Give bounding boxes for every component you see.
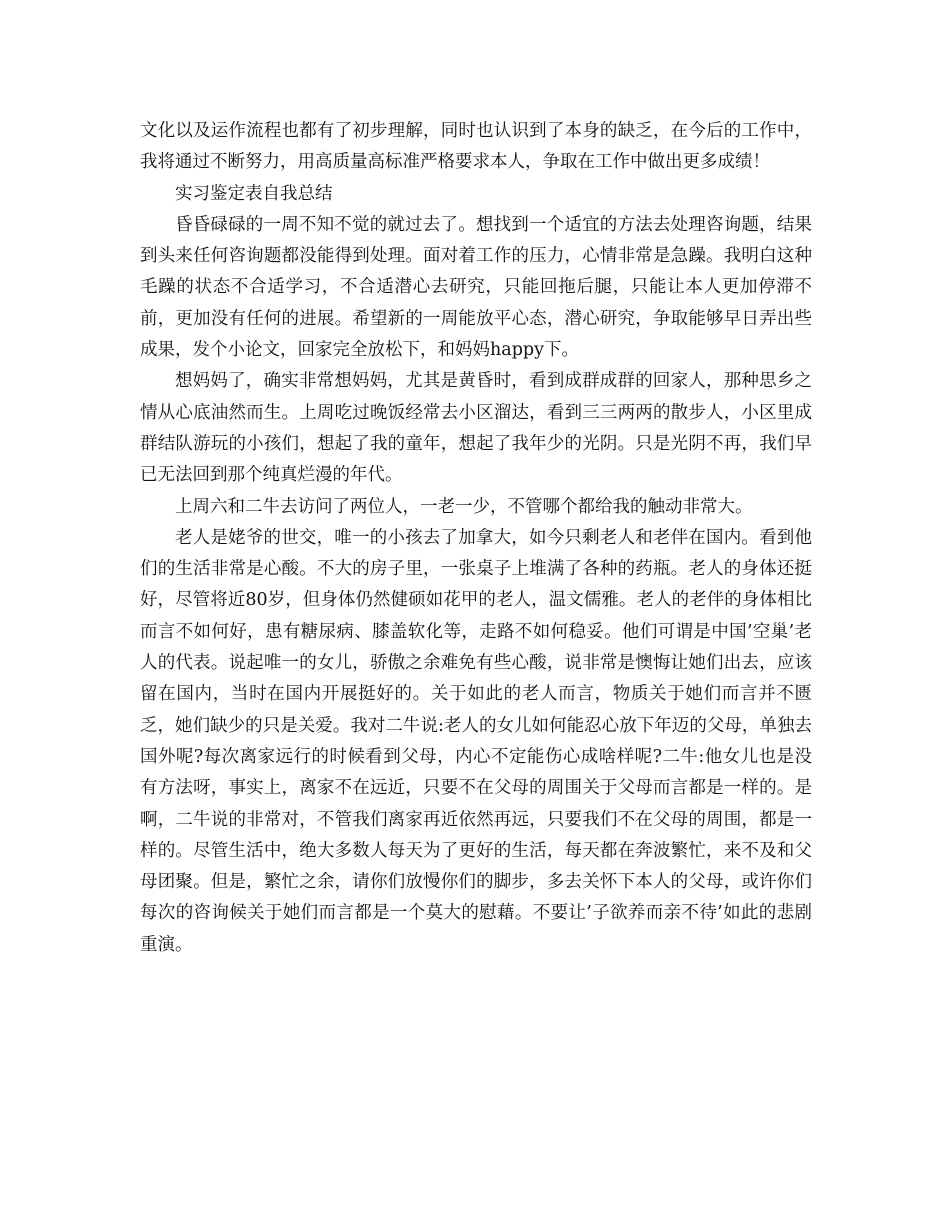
- paragraph-visit: 上周六和二牛去访问了两位人，一老一少，不管哪个都给我的触动非常大。: [175, 496, 753, 517]
- paragraph-elderly-story: 老人是姥爷的世交，唯一的小孩去了加拿大，如今只剩老人和老伴在国内。看到他们的生活非常是心酸。不大的房子里，一张桌子上堆满了各种的药瓶。老人的身体还挺好，尽管将近80岁，但身体仍然健硕如花甲的老人，温文儒雅。老人的老伴的身体相比而言不如何好，患有糖尿病、膝盖软化等，走路不如何稳妥。他们可谓是中国’空巢’老人的代表。说起唯一的女儿，骄傲之余难免有些心酸，说非常是懊悔让她们出去，应该留在国内，当时在国内开展挺好的。关于如此的老人而言，物质关于她们而言并不匮乏，她们缺少的只是关爱。我对二牛说:老人的女儿如何能忍心放下年迈的父母，单独去国外呢?每次离家远行的时候看到父母，内心不定能伤心成啥样呢?二牛:他女儿也是没有方法呀，事实上，离家不在远近，只要不在父母的周围关于父母而言都是一样的。是啊，二牛说的非常对，不管我们离家再近依然再远，只要我们不在父母的周围，都是一样的。尽管生活中，绝大多数人每天为了更好的生活，每天都在奔波繁忙，来不及和父母团聚。但是，繁忙之余，请你们放慢你们的脚步，多去关怀下本人的父母，或许你们每次的咨询候关于她们而言都是一个莫大的慰藉。不要让’子欲养而亲不待’如此的悲剧重演。: [140, 527, 812, 955]
- paragraph-week-summary: 昏昏碌碌的一周不知不觉的就过去了。想找到一个适宜的方法去处理咨询题，结果到头来任何咨询题都没能得到处理。面对着工作的压力，心情非常是急躁。我明白这种毛躁的状态不合适学习，不合适潜心去研究，只能回拖后腿，只能让本人更加停滞不前，更加没有任何的进展。希望新的一周能放平心态，潜心研究，争取能够早日弄出些成果，发个小论文，回家完全放松下，和妈妈happy下。: [140, 214, 812, 361]
- paragraph-intro-continuation: 文化以及运作流程也都有了初步理解，同时也认识到了本身的缺乏，在今后的工作中，我将通过不断努力，用高质量高标准严格要求本人，争取在工作中做出更多成绩！: [140, 121, 812, 173]
- paragraph-missing-mother: 想妈妈了，确实非常想妈妈，尤其是黄昏时，看到成群成群的回家人，那种思乡之情从心底油然而生。上周吃过晚饭经常去小区溜达，看到三三两两的散步人，小区里成群结队游玩的小孩们，想起了我的童年，想起了我年少的光阴。只是光阴不再，我们早已无法回到那个纯真烂漫的年代。: [140, 371, 812, 486]
- document-page: [140, 116, 812, 961]
- section-heading: 实习鉴定表自我总结: [175, 183, 333, 204]
